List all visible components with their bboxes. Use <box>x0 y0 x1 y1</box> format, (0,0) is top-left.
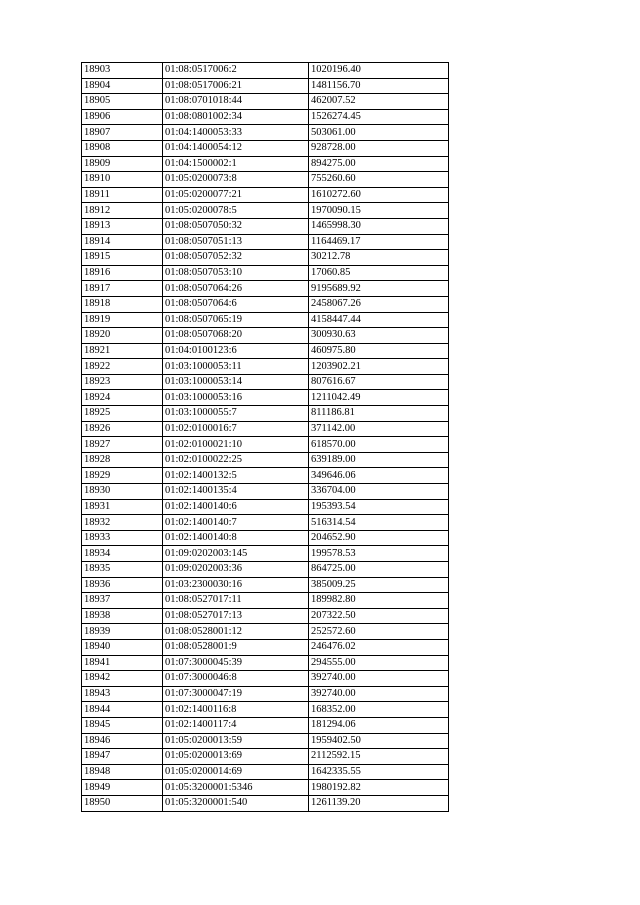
row-number-cell: 18918 <box>82 296 163 312</box>
cadastral-number-cell: 01:02:1400135:4 <box>163 484 309 500</box>
value-cell: 807616.67 <box>309 374 449 390</box>
table-row <box>82 593 449 609</box>
row-number-cell: 18932 <box>82 515 163 531</box>
row-number-cell: 18937 <box>82 593 163 609</box>
cadastral-number-cell: 01:05:0200013:59 <box>163 733 309 749</box>
value-cell: 189982.80 <box>309 593 449 609</box>
cadastral-number-cell: 01:08:0517006:2 <box>163 63 309 79</box>
row-number-cell: 18943 <box>82 686 163 702</box>
row-number-cell: 18929 <box>82 468 163 484</box>
table-row <box>82 499 449 515</box>
cadastral-number-cell: 01:02:1400140:8 <box>163 530 309 546</box>
value-cell: 300930.63 <box>309 328 449 344</box>
value-cell: 1970090.15 <box>309 203 449 219</box>
cadastral-number-cell: 01:02:0100022:25 <box>163 452 309 468</box>
cadastral-number-cell: 01:05:3200001:5346 <box>163 780 309 796</box>
table-row <box>82 671 449 687</box>
value-cell: 385009.25 <box>309 577 449 593</box>
table-row <box>82 780 449 796</box>
row-number-cell: 18936 <box>82 577 163 593</box>
cadastral-number-cell: 01:04:1400053:33 <box>163 125 309 141</box>
cadastral-number-cell: 01:08:0527017:13 <box>163 608 309 624</box>
table-row <box>82 406 449 422</box>
row-number-cell: 18914 <box>82 234 163 250</box>
cadastral-number-cell: 01:08:0507051:13 <box>163 234 309 250</box>
row-number-cell: 18917 <box>82 281 163 297</box>
value-cell: 181294.06 <box>309 717 449 733</box>
row-number-cell: 18903 <box>82 63 163 79</box>
row-number-cell: 18927 <box>82 437 163 453</box>
table-row <box>82 312 449 328</box>
value-cell: 894275.00 <box>309 156 449 172</box>
value-cell: 349646.06 <box>309 468 449 484</box>
row-number-cell: 18926 <box>82 421 163 437</box>
value-cell: 460975.80 <box>309 343 449 359</box>
value-cell: 2112592.15 <box>309 749 449 765</box>
value-cell: 928728.00 <box>309 140 449 156</box>
row-number-cell: 18913 <box>82 218 163 234</box>
table-row <box>82 172 449 188</box>
value-cell: 503061.00 <box>309 125 449 141</box>
cadastral-number-cell: 01:08:0507068:20 <box>163 328 309 344</box>
table-row <box>82 733 449 749</box>
cadastral-number-cell: 01:07:3000047:19 <box>163 686 309 702</box>
table-row <box>82 452 449 468</box>
table-row <box>82 250 449 266</box>
cadastral-number-cell: 01:08:0527017:11 <box>163 593 309 609</box>
value-cell: 199578.53 <box>309 546 449 562</box>
table-row <box>82 265 449 281</box>
row-number-cell: 18920 <box>82 328 163 344</box>
cadastral-number-cell: 01:05:3200001:540 <box>163 795 309 811</box>
cadastral-number-cell: 01:08:0507052:32 <box>163 250 309 266</box>
row-number-cell: 18928 <box>82 452 163 468</box>
row-number-cell: 18944 <box>82 702 163 718</box>
row-number-cell: 18940 <box>82 639 163 655</box>
value-cell: 30212.78 <box>309 250 449 266</box>
cadastral-number-cell: 01:04:1400054:12 <box>163 140 309 156</box>
cadastral-number-cell: 01:02:0100021:10 <box>163 437 309 453</box>
table-row <box>82 218 449 234</box>
value-cell: 17060.85 <box>309 265 449 281</box>
cadastral-number-cell: 01:02:1400132:5 <box>163 468 309 484</box>
row-number-cell: 18933 <box>82 530 163 546</box>
row-number-cell: 18935 <box>82 562 163 578</box>
table-row <box>82 234 449 250</box>
table-row <box>82 203 449 219</box>
table-row <box>82 795 449 811</box>
cadastral-number-cell: 01:02:0100016:7 <box>163 421 309 437</box>
table-row <box>82 484 449 500</box>
row-number-cell: 18922 <box>82 359 163 375</box>
table-row <box>82 94 449 110</box>
table-row <box>82 281 449 297</box>
row-number-cell: 18938 <box>82 608 163 624</box>
cadastral-number-cell: 01:03:1000053:14 <box>163 374 309 390</box>
value-cell: 1959402.50 <box>309 733 449 749</box>
table-row <box>82 296 449 312</box>
table-row <box>82 717 449 733</box>
table-row <box>82 109 449 125</box>
cadastral-number-cell: 01:05:0200073:8 <box>163 172 309 188</box>
row-number-cell: 18950 <box>82 795 163 811</box>
table-row <box>82 63 449 79</box>
cadastral-number-cell: 01:08:0507064:6 <box>163 296 309 312</box>
cadastral-number-cell: 01:02:1400140:7 <box>163 515 309 531</box>
value-cell: 4158447.44 <box>309 312 449 328</box>
row-number-cell: 18924 <box>82 390 163 406</box>
row-number-cell: 18909 <box>82 156 163 172</box>
cadastral-number-cell: 01:03:1000053:11 <box>163 359 309 375</box>
row-number-cell: 18916 <box>82 265 163 281</box>
value-cell: 811186.81 <box>309 406 449 422</box>
table-row <box>82 530 449 546</box>
value-cell: 392740.00 <box>309 671 449 687</box>
cadastral-number-cell: 01:03:1000053:16 <box>163 390 309 406</box>
row-number-cell: 18931 <box>82 499 163 515</box>
table-row <box>82 608 449 624</box>
cadastral-number-cell: 01:09:0202003:145 <box>163 546 309 562</box>
row-number-cell: 18947 <box>82 749 163 765</box>
cadastral-number-cell: 01:05:0200077:21 <box>163 187 309 203</box>
value-cell: 618570.00 <box>309 437 449 453</box>
value-cell: 195393.54 <box>309 499 449 515</box>
value-cell: 392740.00 <box>309 686 449 702</box>
row-number-cell: 18911 <box>82 187 163 203</box>
row-number-cell: 18949 <box>82 780 163 796</box>
table-row <box>82 577 449 593</box>
row-number-cell: 18919 <box>82 312 163 328</box>
table-row <box>82 437 449 453</box>
row-number-cell: 18923 <box>82 374 163 390</box>
table-row <box>82 125 449 141</box>
row-number-cell: 18904 <box>82 78 163 94</box>
value-cell: 1164469.17 <box>309 234 449 250</box>
cadastral-number-cell: 01:07:3000045:39 <box>163 655 309 671</box>
table-row <box>82 515 449 531</box>
value-cell: 1642335.55 <box>309 764 449 780</box>
row-number-cell: 18905 <box>82 94 163 110</box>
table-row <box>82 374 449 390</box>
row-number-cell: 18921 <box>82 343 163 359</box>
table-row <box>82 749 449 765</box>
row-number-cell: 18939 <box>82 624 163 640</box>
table-row <box>82 78 449 94</box>
value-cell: 204652.90 <box>309 530 449 546</box>
table-row <box>82 562 449 578</box>
table-row <box>82 187 449 203</box>
cadastral-number-cell: 01:03:2300030:16 <box>163 577 309 593</box>
table-row <box>82 686 449 702</box>
value-cell: 1481156.70 <box>309 78 449 94</box>
table-row <box>82 624 449 640</box>
cadastral-number-cell: 01:02:1400116:8 <box>163 702 309 718</box>
value-cell: 294555.00 <box>309 655 449 671</box>
cadastral-number-cell: 01:02:1400117:4 <box>163 717 309 733</box>
cadastral-number-cell: 01:05:0200014:69 <box>163 764 309 780</box>
table-row <box>82 328 449 344</box>
row-number-cell: 18908 <box>82 140 163 156</box>
cadastral-number-cell: 01:08:0801002:34 <box>163 109 309 125</box>
cadastral-number-cell: 01:02:1400140:6 <box>163 499 309 515</box>
table-row <box>82 140 449 156</box>
cadastral-number-cell: 01:08:0528001:9 <box>163 639 309 655</box>
cadastral-number-cell: 01:09:0202003:36 <box>163 562 309 578</box>
cadastral-number-cell: 01:08:0507064:26 <box>163 281 309 297</box>
row-number-cell: 18942 <box>82 671 163 687</box>
row-number-cell: 18946 <box>82 733 163 749</box>
value-cell: 1211042.49 <box>309 390 449 406</box>
table-row <box>82 421 449 437</box>
cadastral-number-cell: 01:05:0200078:5 <box>163 203 309 219</box>
table-row <box>82 359 449 375</box>
table-row <box>82 156 449 172</box>
cadastral-number-cell: 01:04:0100123:6 <box>163 343 309 359</box>
row-number-cell: 18925 <box>82 406 163 422</box>
value-cell: 2458067.26 <box>309 296 449 312</box>
data-table <box>81 62 449 812</box>
value-cell: 516314.54 <box>309 515 449 531</box>
row-number-cell: 18930 <box>82 484 163 500</box>
cadastral-number-cell: 01:08:0528001:12 <box>163 624 309 640</box>
cadastral-number-cell: 01:08:0507065:19 <box>163 312 309 328</box>
table-row <box>82 764 449 780</box>
value-cell: 9195689.92 <box>309 281 449 297</box>
row-number-cell: 18907 <box>82 125 163 141</box>
cadastral-number-cell: 01:08:0507050:32 <box>163 218 309 234</box>
table-row <box>82 546 449 562</box>
cadastral-number-cell: 01:05:0200013:69 <box>163 749 309 765</box>
value-cell: 1203902.21 <box>309 359 449 375</box>
cadastral-number-cell: 01:07:3000046:8 <box>163 671 309 687</box>
value-cell: 1980192.82 <box>309 780 449 796</box>
value-cell: 639189.00 <box>309 452 449 468</box>
table-body <box>82 63 449 812</box>
value-cell: 1020196.40 <box>309 63 449 79</box>
value-cell: 207322.50 <box>309 608 449 624</box>
table-row <box>82 639 449 655</box>
cadastral-number-cell: 01:08:0701018:44 <box>163 94 309 110</box>
row-number-cell: 18906 <box>82 109 163 125</box>
table-row <box>82 702 449 718</box>
row-number-cell: 18915 <box>82 250 163 266</box>
cadastral-number-cell: 01:08:0517006:21 <box>163 78 309 94</box>
value-cell: 1526274.45 <box>309 109 449 125</box>
table-row <box>82 343 449 359</box>
cadastral-number-cell: 01:03:1000055:7 <box>163 406 309 422</box>
value-cell: 1261139.20 <box>309 795 449 811</box>
row-number-cell: 18910 <box>82 172 163 188</box>
value-cell: 864725.00 <box>309 562 449 578</box>
table-row <box>82 468 449 484</box>
row-number-cell: 18945 <box>82 717 163 733</box>
table-row <box>82 655 449 671</box>
value-cell: 252572.60 <box>309 624 449 640</box>
value-cell: 336704.00 <box>309 484 449 500</box>
row-number-cell: 18934 <box>82 546 163 562</box>
value-cell: 168352.00 <box>309 702 449 718</box>
row-number-cell: 18912 <box>82 203 163 219</box>
value-cell: 1465998.30 <box>309 218 449 234</box>
value-cell: 1610272.60 <box>309 187 449 203</box>
value-cell: 755260.60 <box>309 172 449 188</box>
table-row <box>82 390 449 406</box>
cadastral-number-cell: 01:08:0507053:10 <box>163 265 309 281</box>
value-cell: 246476.02 <box>309 639 449 655</box>
row-number-cell: 18941 <box>82 655 163 671</box>
value-cell: 371142.00 <box>309 421 449 437</box>
row-number-cell: 18948 <box>82 764 163 780</box>
value-cell: 462007.52 <box>309 94 449 110</box>
cadastral-number-cell: 01:04:1500002:1 <box>163 156 309 172</box>
